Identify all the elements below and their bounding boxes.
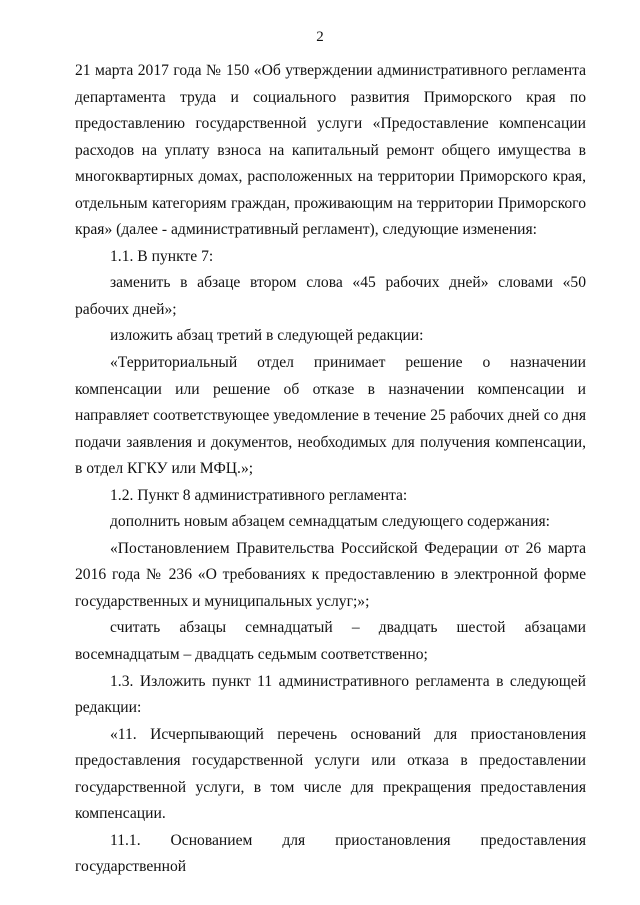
item-11-quote-paragraph: «11. Исчерпывающий перечень оснований для приостановления предоставления государственной услуги или отказа в предоставлении государственной услуги, в том числе для прекращения предоставления компенсации. [75,725,586,823]
item-1-2-renumber-paragraph: считать абзацы семнадцатый – двадцать шестой абзацами восемнадцатым – двадцать седьмым соответственно; [75,619,586,664]
document-body [75,58,586,881]
item-1-1-quote-paragraph: «Территориальный отдел принимает решение о назначении компенсации или решение об отказе в назначении компенсации и направляет соответствующее уведомление в течение 25 рабочих дней со дня подачи заявления и документов, необходимых для получения компенсации, в отдел КГКУ или МФЦ.»; [75,354,586,478]
item-1-2-add-paragraph: дополнить новым абзацем семнадцатым следующего содержания: [110,513,550,531]
page-number: 2 [316,29,324,45]
item-1-3-paragraph: 1.3. Изложить пункт 11 административного регламента в следующей редакции: [75,672,586,717]
item-1-2-quote-paragraph: «Постановлением Правительства Российской Федерации от 26 марта 2016 года № 236 «О требованиях к предоставлению в электронной форме государственных и муниципальных услуг;»; [75,539,586,610]
item-1-1-restate-paragraph: изложить абзац третий в следующей редакции: [110,327,424,345]
item-11-1-paragraph: 11.1. Основанием для приостановления предоставления государственной [75,831,586,876]
item-1-1-heading: 1.1. В пункте 7: [110,247,214,265]
item-1-2-heading: 1.2. Пункт 8 административного регламента: [110,486,408,504]
item-1-1-replace-paragraph: заменить в абзаце втором слова «45 рабочих дней» словами «50 рабочих дней»; [75,274,586,318]
intro-paragraph: 21 марта 2017 года № 150 «Об утверждении административного регламента департамента труда и социального развития Приморского края по предоставлению государственной услуги «Предоставление компенсации расходов на уплату взноса на капитальный ремонт общего имущества в многоквартирных домах, расположенных на территории Приморского края, отдельным категориям граждан, проживающим на территории Приморского края» (далее - административный регламент), следующие изменения: [75,62,586,239]
